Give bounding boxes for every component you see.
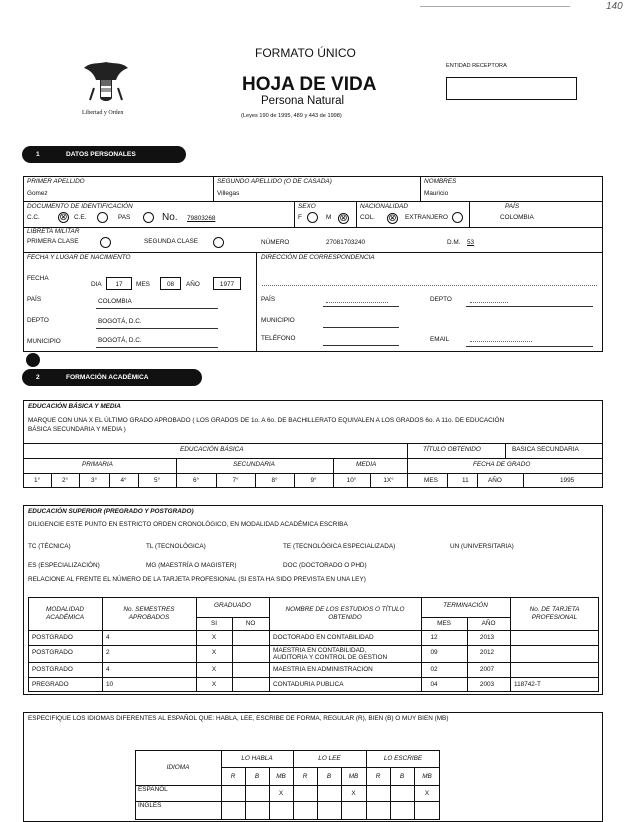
res-telefono-field[interactable] [323, 345, 399, 346]
section-2-title: FORMACIÓN ACADÉMICA [66, 374, 149, 381]
superior-instr: DILIGENCIE ESTE PUNTO EN ESTRICTO ORDEN CRONOLÓGICO, EN MODALIDAD ACADÉMICA ESCRIBA [28, 521, 348, 528]
grade-cell[interactable]: 6° [192, 477, 200, 484]
documento-label: DOCUMENTO DE IDENTIFICACIÓN [27, 203, 133, 210]
superior-cell-nombre2[interactable]: AUDITORIA Y CONTROL DE GESTION [273, 654, 388, 661]
level-header: MB [276, 773, 286, 780]
grade-cell[interactable]: 8° [271, 477, 278, 484]
idiomas-instr: ESPECIFIQUE LOS IDIOMAS DIFERENTES AL ESPAÑOL QUE: HABLA, LEE, ESCRIBE DE FORMA, REGULAR (R), BIEN (B) O MUY BIEN (MB) [28, 715, 449, 722]
superior-cell-nombre[interactable]: CONTADURIA PUBLICA [273, 681, 344, 688]
h-idioma: IDIOMA [166, 764, 190, 771]
superior-cell-sem[interactable]: 4 [106, 634, 110, 641]
section-2-header [22, 369, 202, 386]
res-pais-label: PAÍS [261, 296, 276, 303]
mes-value[interactable]: 08 [160, 277, 181, 290]
col-radio-checked[interactable]: ⊗ [388, 213, 397, 224]
direccion-field[interactable] [262, 285, 597, 286]
mod-es: ES (ESPECIALIZACIÓN) [28, 562, 100, 569]
level-header: R [302, 773, 308, 780]
secundaria-header: SECUNDARIA [233, 461, 275, 468]
superior-cell-mes[interactable]: 02 [430, 666, 438, 673]
segunda-clase-label: SEGUNDA CLASE [144, 238, 198, 245]
depto-value[interactable]: BOGOTÁ, D.C. [98, 318, 142, 325]
mod-doc: DOC (DOCTORADO O PHD) [283, 562, 367, 569]
grade-cell[interactable]: 5° [153, 477, 161, 484]
ano-value[interactable]: 1977 [213, 277, 241, 290]
grade-cell[interactable]: 1° [33, 477, 41, 484]
h-si: SI [210, 620, 218, 627]
superior-cell-ano[interactable]: 2003 [479, 681, 495, 688]
section-1-title: DATOS PERSONALES [66, 151, 136, 158]
logo-caption: Libertad y Orden [82, 110, 124, 116]
formato-unico: FORMATO ÚNICO [255, 46, 356, 60]
res-pais-field[interactable] [323, 306, 399, 307]
res-depto-field[interactable] [466, 306, 593, 307]
page-subtitle: Persona Natural [261, 95, 345, 107]
idioma-name[interactable]: ESPAÑOL [138, 786, 168, 793]
level-header: R [375, 773, 381, 780]
sexo-f-label: F [298, 214, 302, 221]
section-2-number: 2 [36, 374, 40, 381]
media-header: MEDIA [356, 461, 377, 468]
relacione-instr: RELACIONE AL FRENTE EL NÚMERO DE LA TARJETA PROFESIONAL (SI ESTA HA SIDO PREVISTA EN UNA LEY) [28, 576, 366, 583]
cc-radio-checked[interactable]: ⊗ [59, 212, 68, 223]
mes-label: MES [136, 281, 150, 288]
mod-mg: MG (MAESTRÍA O MAGISTER) [146, 562, 237, 569]
grado-ano-value[interactable]: 1995 [560, 477, 575, 484]
h-habla: LO HABLA [241, 755, 273, 762]
h-semestres: No. SEMESTRES APROBADOS [123, 606, 175, 621]
grado-ano-label: AÑO [488, 477, 502, 484]
primera-clase-radio[interactable] [100, 237, 111, 248]
level-header: R [230, 773, 236, 780]
section-1-header [22, 146, 186, 163]
coat-of-arms-icon [80, 58, 132, 110]
h-ano: AÑO [481, 620, 496, 627]
nacionalidad-label: NACIONALIDAD [360, 203, 408, 210]
res-depto-label: DEPTO [430, 296, 452, 303]
superior-cell-mod[interactable]: PREGRADO [32, 681, 69, 688]
pas-radio[interactable] [143, 212, 154, 223]
grade-cell[interactable]: 1X° [383, 477, 394, 484]
superior-cell-ano[interactable]: 2007 [479, 666, 495, 673]
superior-cell-nombre[interactable]: MAESTRIA EN ADMINISTRACION [273, 666, 373, 673]
res-email-label: EMAIL [430, 336, 450, 343]
superior-cell-si[interactable]: X [211, 649, 217, 656]
ce-label: C.E. [74, 214, 87, 221]
superior-cell-sem[interactable]: 4 [106, 666, 110, 673]
res-telefono-label: TELÉFONO [261, 335, 296, 342]
entidad-receptora-label: ENTIDAD RECEPTORA [446, 63, 507, 69]
segunda-clase-radio[interactable] [213, 237, 224, 248]
direccion-label: DIRECCIÓN DE CORRESPONDENCIA [261, 254, 375, 261]
level-header: MB [348, 773, 359, 780]
grade-cell[interactable]: 3° [90, 477, 98, 484]
page-title: HOJA DE VIDA [242, 74, 377, 95]
fecha-lugar-label: FECHA Y LUGAR DE NACIMIENTO [27, 254, 131, 261]
extranjero-label: EXTRANJERO [405, 214, 448, 221]
top-mark-line [420, 6, 570, 7]
depto-label: DEPTO [27, 317, 49, 324]
grado-mes-label: MES [424, 477, 438, 484]
grade-cell[interactable]: 4° [120, 477, 127, 484]
laws-reference: (Leyes 190 de 1995, 489 y 443 de 1998) [241, 113, 342, 119]
section-1-number: 1 [36, 151, 40, 158]
superior-cell-mod[interactable]: POSTGRADO [32, 649, 73, 656]
educacion-basica-title: EDUCACIÓN BÁSICA Y MEDIA [28, 403, 121, 410]
superior-cell-mes[interactable]: 04 [430, 681, 438, 688]
idioma-habla-mark[interactable]: X [278, 790, 284, 797]
res-municipio-label: MUNICIPIO [261, 317, 295, 324]
basica-instr-1: MARQUE CON UNA X EL ÚLTIMO GRADO APROBADO ( LOS GRADOS DE 1o. A 6o. DE BACHILLERATO EQUIVALEN A LOS GRADOS 6o. A 11o. DE EDUCACIÓN [28, 417, 505, 424]
dm-label: D.M. [447, 239, 461, 246]
section-2-bullet [26, 353, 40, 367]
primer-apellido-value[interactable]: Gomez [27, 190, 48, 197]
h-lee: LO LEE [318, 755, 341, 762]
superior-cell-tarjeta[interactable]: 118742-T [514, 681, 541, 688]
superior-cell-mod[interactable]: POSTGRADO [32, 666, 73, 673]
superior-cell-mes[interactable]: 09 [430, 649, 438, 656]
extranjero-radio[interactable] [452, 212, 463, 223]
sexo-label: SEXO [298, 203, 316, 210]
mod-tl: TL (TECNOLÓGICA) [146, 543, 206, 550]
idioma-name[interactable]: INGLES [138, 802, 162, 809]
superior-cell-nombre[interactable]: DOCTORADO EN CONTABILIDAD [273, 634, 374, 641]
mod-un: UN (UNIVERSITARIA) [450, 543, 514, 550]
grado-mes-value[interactable]: 11 [462, 477, 469, 484]
pais-nac-value[interactable]: COLOMBIA [500, 214, 534, 221]
superior-cell-sem[interactable]: 10 [106, 681, 114, 688]
level-header: MB [422, 773, 432, 780]
h-tarjeta: No. DE TARJETA PROFESIONAL [529, 606, 580, 621]
mod-tc: TC (TÉCNICA) [28, 543, 71, 550]
segundo-apellido-label: SEGUNDO APELLIDO (O DE CASADA) [217, 178, 332, 185]
idioma-lee-mark[interactable]: X [351, 790, 356, 797]
primer-apellido-label: PRIMER APELLIDO [27, 178, 85, 185]
h-no: NO [245, 620, 256, 627]
primaria-header: PRIMARIA [82, 461, 113, 468]
educacion-superior-title: EDUCACIÓN SUPERIOR (PREGRADO Y POSTGRADO) [28, 508, 194, 515]
educacion-basica-box [23, 400, 603, 488]
corner-note: 140 [606, 1, 623, 12]
h-nombre: NOMBRE DE LOS ESTUDIOS O TÍTULO OBTENIDO [285, 606, 405, 621]
titulo-obtenido-header: TÍTULO OBTENIDO [423, 446, 481, 453]
level-header: B [399, 773, 405, 780]
doc-number-value[interactable]: 79803268 [187, 215, 216, 222]
nombres-label: NOMBRES [424, 178, 457, 185]
pais-nac2-label: PAÍS [27, 296, 42, 303]
superior-cell-mes[interactable]: 12 [430, 634, 438, 641]
dm-value[interactable]: 53 [467, 239, 475, 246]
dia-label: DIA [91, 281, 102, 288]
pais-nac-label: PAÍS [505, 203, 520, 210]
h-modalidad: MODALIDAD ACADÉMICA [46, 606, 84, 621]
level-header: B [254, 773, 260, 780]
superior-cell-ano[interactable]: 2013 [479, 634, 495, 641]
h-graduado: GRADUADO [214, 602, 251, 609]
cc-label: C.C. [27, 214, 40, 221]
level-header: B [326, 773, 332, 780]
ce-radio[interactable] [97, 212, 108, 223]
col-label: COL. [360, 214, 375, 221]
primera-clase-label: PRIMERA CLASE [27, 238, 79, 245]
grade-cell[interactable]: 7° [232, 477, 239, 484]
res-municipio-field[interactable] [323, 327, 399, 328]
res-email-field[interactable] [466, 346, 593, 347]
dia-value[interactable]: 17 [106, 277, 132, 290]
nombres-value[interactable]: Mauricio [424, 190, 449, 197]
fecha-grado-header: FECHA DE GRADO [473, 461, 531, 468]
libreta-label: LIBRETA MILITAR [27, 228, 80, 235]
pais-nac2-value[interactable]: COLOMBIA [98, 298, 132, 305]
superior-cell-si[interactable]: X [211, 681, 217, 688]
idioma-escribe-mark[interactable]: X [424, 790, 430, 797]
segundo-apellido-value[interactable]: Villegas [217, 190, 240, 197]
libreta-numero-label: NÚMERO [261, 239, 290, 246]
h-terminacion: TERMINACIÓN [443, 602, 488, 609]
entidad-receptora-box[interactable] [446, 77, 577, 100]
grade-cell[interactable]: 9° [310, 477, 317, 484]
superior-cell-si[interactable]: X [211, 634, 217, 641]
sexo-m-radio-checked[interactable]: ⊗ [339, 213, 348, 224]
ano-label: AÑO [186, 281, 200, 288]
basica-instr-2: BÁSICA SECUNDARIA Y MEDIA ) [28, 426, 126, 433]
superior-cell-mod[interactable]: POSTGRADO [32, 634, 73, 641]
grade-cell[interactable]: 2° [61, 477, 69, 484]
h-escribe: LO ESCRIBE [383, 755, 423, 762]
grade-cell[interactable]: 10° [346, 477, 357, 484]
sexo-m-label: M [326, 214, 332, 221]
libreta-numero-value[interactable]: 27081703240 [326, 239, 366, 246]
superior-cell-si[interactable]: X [211, 666, 217, 673]
superior-cell-ano[interactable]: 2012 [479, 649, 495, 656]
doc-no-label: No. [162, 212, 178, 223]
fecha-label: FECHA [27, 275, 49, 282]
edu-basica-header: EDUCACIÓN BÁSICA [180, 446, 244, 453]
municipio-value[interactable]: BOGOTÁ, D.C. [98, 337, 142, 344]
superior-cell-nombre[interactable]: MAESTRIA EN CONTABILIDAD, [273, 647, 367, 654]
basica-secundaria-value[interactable]: BASICA SECUNDARIA [512, 446, 579, 453]
mod-te: TE (TECNOLÓGICA ESPECIALIZADA) [283, 543, 396, 550]
sexo-f-radio[interactable] [307, 212, 318, 223]
municipio-label: MUNICIPIO [27, 338, 61, 345]
pas-label: PAS [118, 214, 131, 221]
superior-cell-sem[interactable]: 2 [106, 649, 110, 656]
h-mes: MES [437, 620, 451, 627]
